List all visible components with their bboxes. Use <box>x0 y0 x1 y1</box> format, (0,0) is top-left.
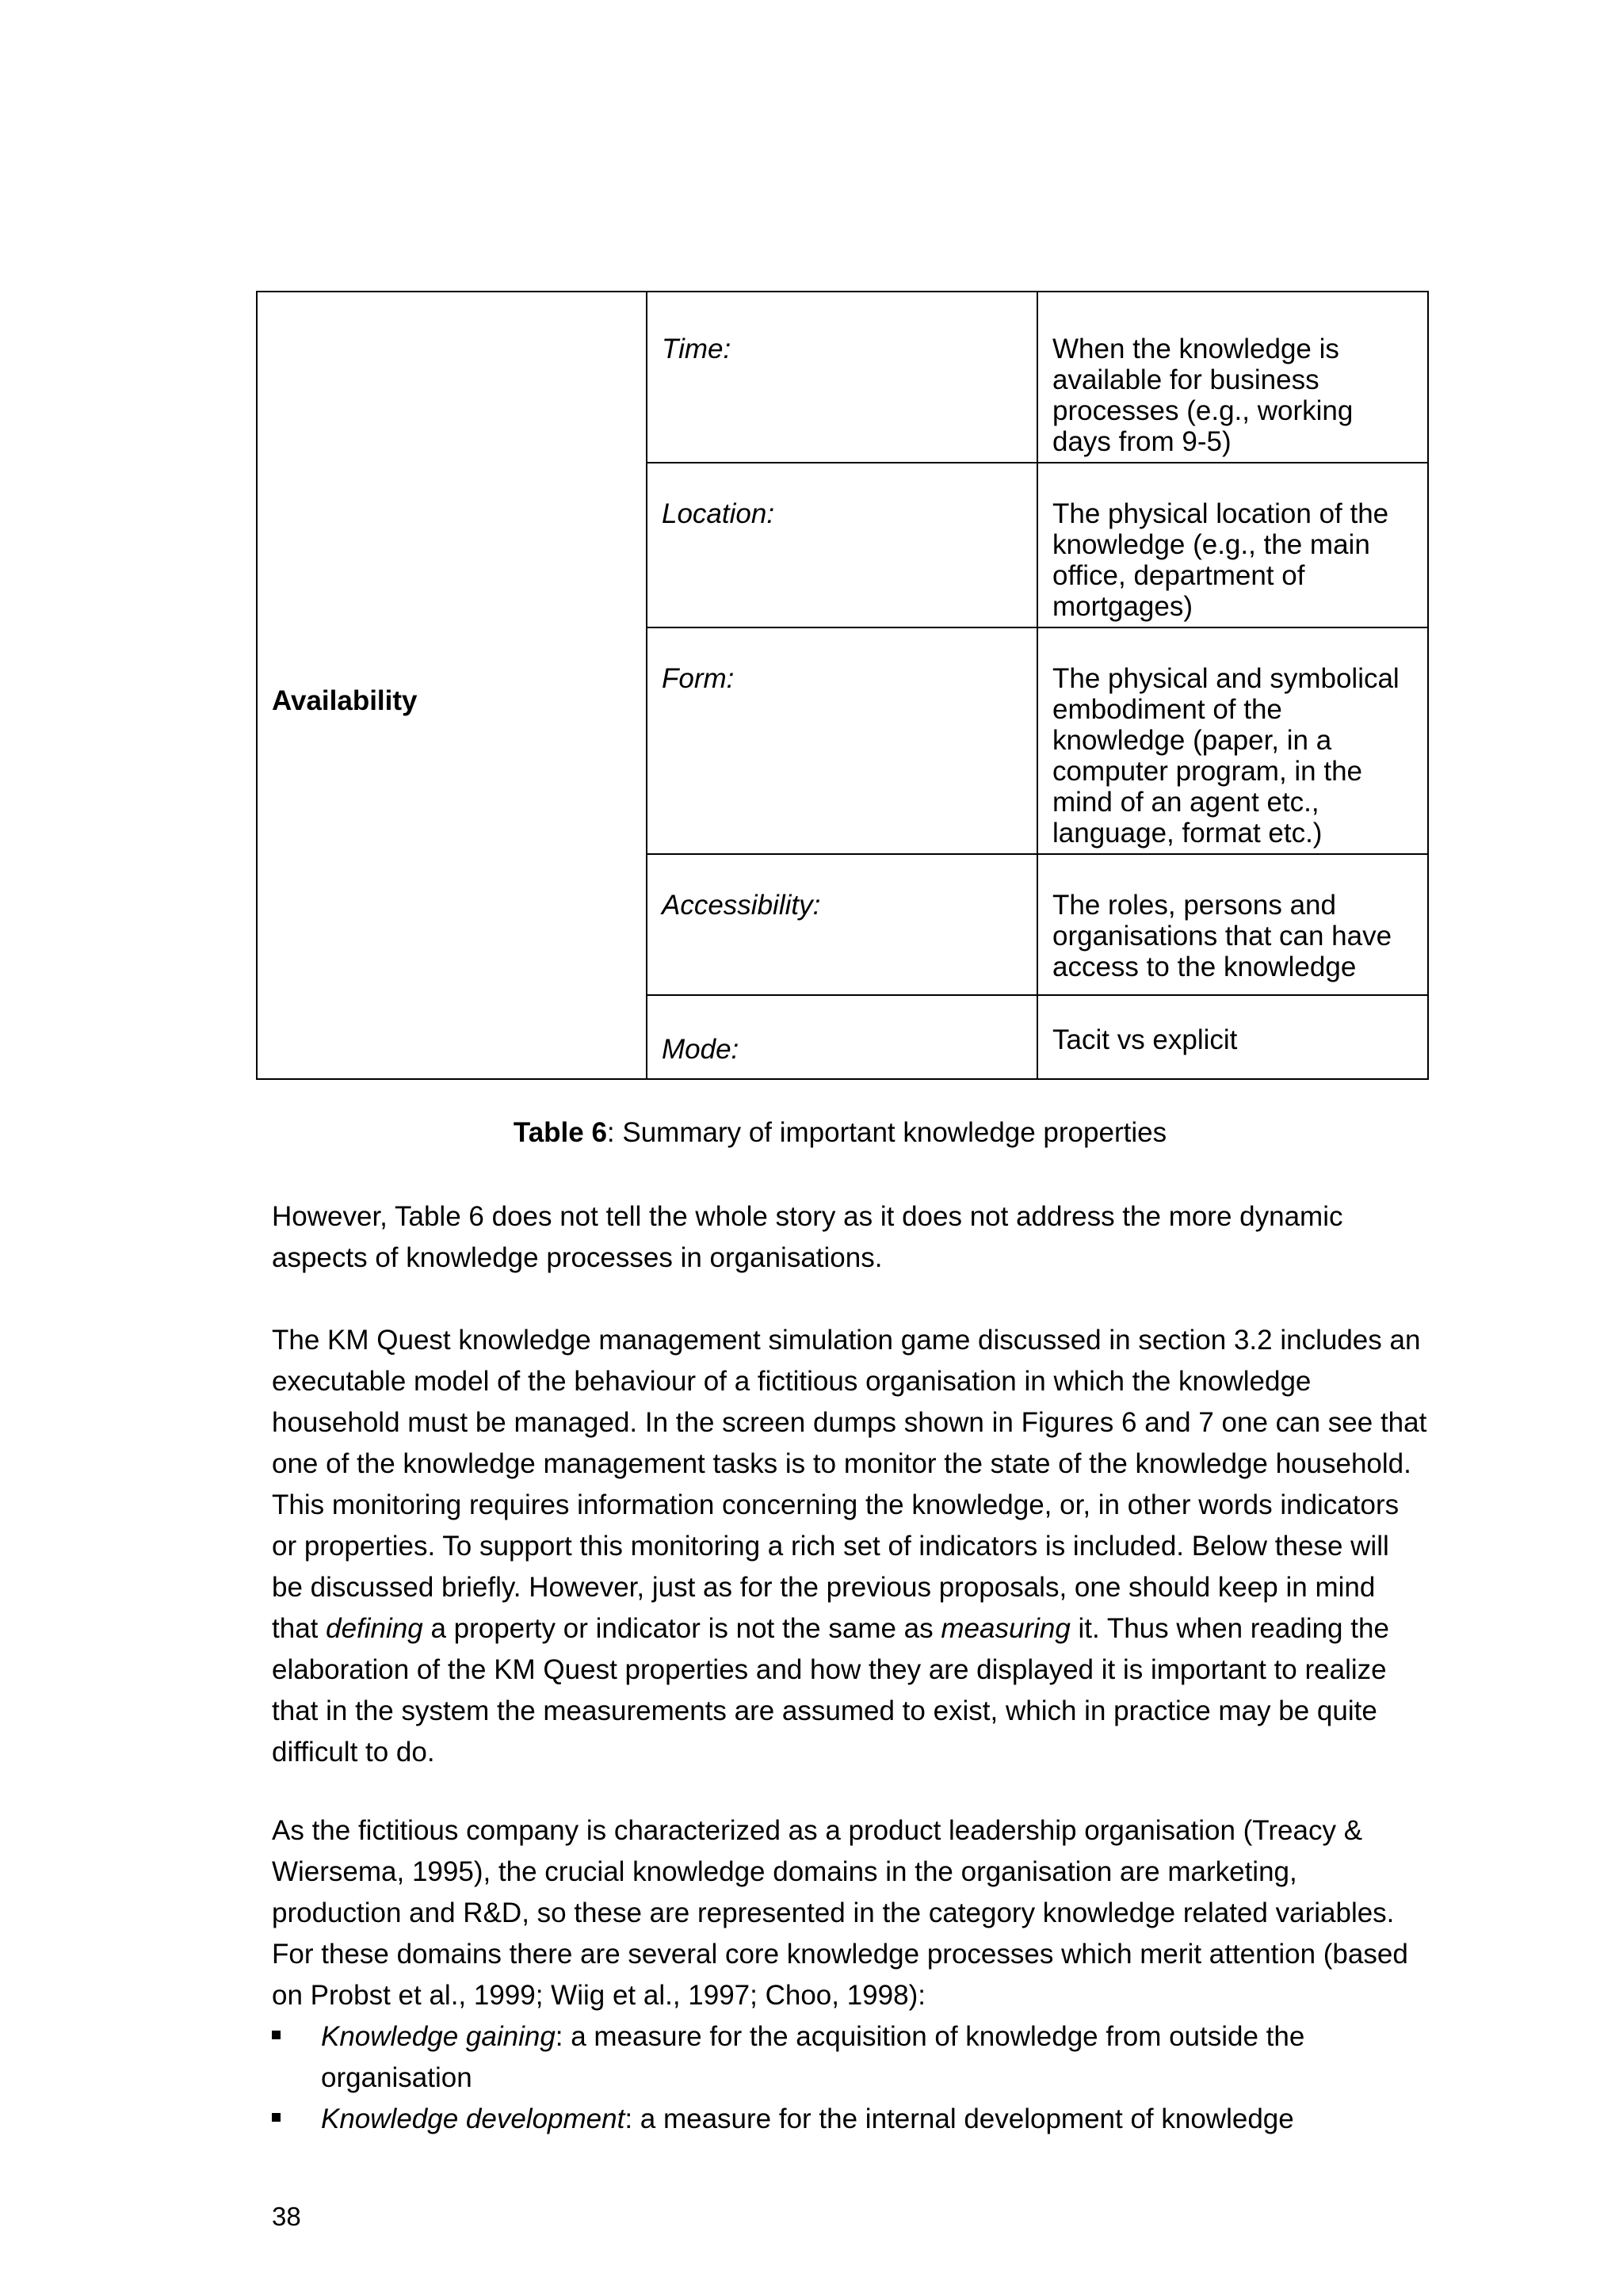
text-span: that <box>272 1613 327 1644</box>
property-cell: Location: <box>647 463 1037 627</box>
description-line: knowledge (paper, in a <box>1052 725 1332 756</box>
text-line: production and R&D, so these are represented in the category knowledge related variables. <box>272 1897 1395 1928</box>
description-line: office, department of <box>1052 560 1305 591</box>
description-line: The physical and symbolical <box>1052 663 1400 694</box>
list-item-term: Knowledge gaining <box>321 2021 556 2052</box>
property-cell: Form: <box>647 627 1037 854</box>
list-item-line <box>321 2016 1437 2058</box>
description-line: language, format etc.) <box>1052 818 1323 849</box>
text-line: elaboration of the KM Quest properties and how they are displayed it is important to realize <box>272 1654 1387 1685</box>
description-line: processes (e.g., working <box>1052 395 1354 426</box>
list-item-continuation: organisation <box>321 2062 472 2093</box>
paragraph-3 <box>272 1810 1437 2016</box>
paragraph-1 <box>272 1196 1437 1279</box>
description-line: embodiment of the <box>1052 694 1282 725</box>
property-cell: Accessibility: <box>647 854 1037 995</box>
text-line: that in the system the measurements are assumed to exist, which in practice may be quite <box>272 1695 1377 1726</box>
text-line: executable model of the behaviour of a fictitious organisation in which the knowledge <box>272 1366 1312 1397</box>
bullet-list <box>272 2016 1437 2140</box>
description-line: Tacit vs explicit <box>1052 1024 1238 1055</box>
table-caption <box>0 1117 1623 1149</box>
text-span: a property or indicator is not the same as <box>422 1613 941 1644</box>
description-cell <box>1037 292 1428 463</box>
description-line: knowledge (e.g., the main <box>1052 529 1370 560</box>
description-line: The physical location of the <box>1052 498 1389 529</box>
text-line: This monitoring requires information concerning the knowledge, or, in other words indicators <box>272 1489 1400 1520</box>
description-line: available for business <box>1052 364 1319 395</box>
text-line: one of the knowledge management tasks is to monitor the state of the knowledge household. <box>272 1448 1411 1479</box>
description-cell <box>1037 995 1428 1079</box>
property-cell: Time: <box>647 292 1037 463</box>
list-item-line <box>321 2099 1437 2140</box>
table-caption-text: : Summary of important knowledge properties <box>606 1117 1167 1148</box>
paragraph-2 <box>272 1320 1437 1773</box>
category-cell: Availability <box>257 292 647 1079</box>
description-cell <box>1037 627 1428 854</box>
text-line: on Probst et al., 1999; Wiig et al., 1997; Choo, 1998): <box>272 1980 926 2011</box>
property-cell: Mode: <box>647 995 1037 1079</box>
description-line: mortgages) <box>1052 591 1193 622</box>
text-line: For these domains there are several core knowledge processes which merit attention (based <box>272 1939 1408 1970</box>
text-line-with-emphasis <box>272 1608 1437 1650</box>
list-item-text: : a measure for the internal development of knowledge <box>624 2103 1294 2134</box>
text-line: As the fictitious company is characterized as a product leadership organisation (Treacy & <box>272 1815 1363 1846</box>
description-line: The roles, persons and <box>1052 890 1336 921</box>
emphasis-defining: defining <box>326 1613 423 1644</box>
description-line: When the knowledge is <box>1052 334 1339 364</box>
text-line: be discussed briefly. However, just as for the previous proposals, one should keep in mind <box>272 1572 1376 1603</box>
square-bullet-icon <box>272 2113 281 2122</box>
description-cell <box>1037 463 1428 627</box>
list-item <box>272 2099 1437 2140</box>
description-line: access to the knowledge <box>1052 952 1357 982</box>
list-item <box>272 2016 1437 2099</box>
description-line: mind of an agent etc., <box>1052 787 1319 818</box>
table-caption-label: Table 6 <box>513 1117 607 1148</box>
text-line: Wiersema, 1995), the crucial knowledge domains in the organisation are marketing, <box>272 1856 1297 1887</box>
square-bullet-icon <box>272 2031 281 2039</box>
text-span: it. Thus when reading the <box>1070 1613 1389 1644</box>
text-line: aspects of knowledge processes in organisations. <box>272 1242 883 1273</box>
text-line: However, Table 6 does not tell the whole story as it does not address the more dynamic <box>272 1201 1343 1232</box>
description-cell <box>1037 854 1428 995</box>
list-item-term: Knowledge development <box>321 2103 625 2134</box>
text-line: or properties. To support this monitoring a rich set of indicators is included. Below these will <box>272 1531 1389 1562</box>
table-row <box>257 292 1428 463</box>
description-line: computer program, in the <box>1052 756 1363 787</box>
text-line: difficult to do. <box>272 1737 435 1768</box>
text-line: household must be managed. In the screen dumps shown in Figures 6 and 7 one can see that <box>272 1407 1427 1438</box>
text-line: The KM Quest knowledge management simulation game discussed in section 3.2 includes an <box>272 1325 1421 1356</box>
page-number: 38 <box>272 2202 301 2231</box>
description-line: organisations that can have <box>1052 921 1392 952</box>
list-item-text: : a measure for the acquisition of knowledge from outside the <box>555 2021 1305 2052</box>
emphasis-measuring: measuring <box>941 1613 1071 1644</box>
description-line: days from 9-5) <box>1052 426 1232 457</box>
knowledge-properties-table <box>256 291 1429 1080</box>
